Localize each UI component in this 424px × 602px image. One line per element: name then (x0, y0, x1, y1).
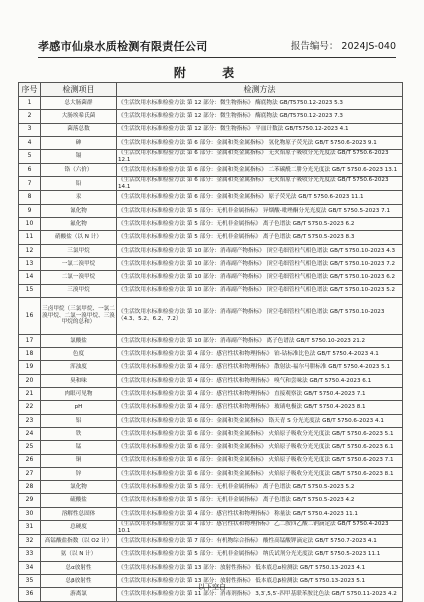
row-item: 铅 (41, 177, 117, 191)
row-method: 《生活饮用水标准检验方法 第 4 部分：感官性状和物理指标》 玻璃电极法 GB/T 5750.4-2023 8.1 (117, 401, 403, 414)
row-number: 29 (19, 494, 41, 507)
table-row (19, 271, 403, 284)
row-method: 《生活饮用水标准检验方法 第 6 部分：金属和类金属指标》 无火焰原子吸收分光光度法 GB/T 5750.6-2023 14.1 (117, 177, 403, 191)
table-row (19, 136, 403, 149)
table-row (19, 150, 403, 164)
row-method: 《生活饮用水标准检验方法 第 7 部分：有机物综合指标》 酸性高锰酸钾滴定法 GB/T 5750.7-2023 4.1 (117, 535, 403, 548)
table-row (19, 231, 403, 244)
row-item: 铜 (41, 454, 117, 467)
table-row (19, 441, 403, 454)
row-number: 9 (19, 204, 41, 217)
row-number: 13 (19, 257, 41, 270)
row-item: 氟化物 (41, 218, 117, 231)
row-method: 《生活饮用水标准检验方法 第 6 部分：金属和类金属指标》 铬天青 S 分光光度法 GB/T 5750.6-2023 4.1 (117, 414, 403, 427)
row-number: 24 (19, 427, 41, 440)
table-row (19, 548, 403, 561)
row-number: 21 (19, 388, 41, 401)
row-method: 《生活饮用水标准检验方法 第 4 部分：感官性状和物理指标》 直接观察法 GB/T 5750.4-2023 7.1 (117, 388, 403, 401)
row-number: 6 (19, 164, 41, 177)
row-method: 《生活饮用水标准检验方法 第 6 部分：金属和类金属指标》 火焰原子吸收分光光度法 GB/T 5750.6-2023 8.1 (117, 467, 403, 480)
row-method: 《生活饮用水标准检验方法 第 5 部分：无机非金属指标》 离子色谱法 GB/T 5750.5-2023 5.2 (117, 481, 403, 494)
row-number: 16 (19, 297, 41, 334)
row-item: 浑浊度 (41, 361, 117, 374)
row-item: 菌落总数 (41, 123, 117, 136)
appendix-title: 附 表 (173, 66, 251, 80)
table-row (19, 467, 403, 480)
row-item: 二氯一溴甲烷 (41, 271, 117, 284)
row-item: 三氯甲烷 (41, 244, 117, 257)
table-row (19, 535, 403, 548)
row-item: 三溴甲烷 (41, 284, 117, 297)
table-row (19, 191, 403, 204)
table-row (19, 521, 403, 535)
row-number: 4 (19, 136, 41, 149)
table-header-row (19, 83, 403, 97)
row-item: 铬（六价） (41, 164, 117, 177)
report-number: 报告编号： 2024JS-040 (290, 41, 396, 52)
row-number: 17 (19, 334, 41, 347)
row-item: 汞 (41, 191, 117, 204)
row-item: 氰化物 (41, 204, 117, 217)
row-method: 《生活饮用水标准检验方法 第 13 部分：放射性指标》 低本底总α检测法 GB/T 5750.13-2023 4.1 (117, 561, 403, 574)
row-item: 大肠埃希氏菌 (41, 110, 117, 123)
row-item: 硫酸盐 (41, 494, 117, 507)
row-method: 《生活饮用水标准检验方法 第 12 部分：微生物指标》 酶底物法 GB/T5750.12-2023 5.3 (117, 97, 403, 110)
table-row (19, 374, 403, 387)
row-item: 铁 (41, 427, 117, 440)
row-item: 锰 (41, 441, 117, 454)
row-number: 32 (19, 535, 41, 548)
row-item: 一氯二溴甲烷 (41, 257, 117, 270)
col-header-no: 序号 (19, 83, 41, 97)
table-row (19, 361, 403, 374)
row-number: 14 (19, 271, 41, 284)
table-row (19, 481, 403, 494)
row-number: 25 (19, 441, 41, 454)
row-method: 《生活饮用水标准检验方法 第 4 部分：感官性状和物理指标》 铂-钴标准比色法 GB/T 5750.4-2023 4.1 (117, 348, 403, 361)
row-item: 硝酸盐（以 N 计） (41, 231, 117, 244)
row-item: 三卤甲烷（三氯甲烷、一氯二溴甲烷、二氯一溴甲烷、三溴甲烷的总和） (41, 297, 117, 334)
row-item: 氯化物 (41, 481, 117, 494)
row-item: 氯酸盐 (41, 334, 117, 347)
row-item: 溶解性总固体 (41, 507, 117, 520)
row-method: 《生活饮用水标准检验方法 第 6 部分：金属和类金属指标》 二苯碳酰二肼分光光度法 GB/T 5750.6-2023 13.1 (117, 164, 403, 177)
row-number: 18 (19, 348, 41, 361)
table-row (19, 414, 403, 427)
row-method: 《生活饮用水标准检验方法 第 5 部分：无机非金属指标》 纳氏试剂分光光度法 GB/T 5750.5-2023 11.1 (117, 548, 403, 561)
row-number: 20 (19, 374, 41, 387)
row-item: 高锰酸盐指数（以 O2 计） (41, 535, 117, 548)
row-number: 2 (19, 110, 41, 123)
table-row (19, 204, 403, 217)
company-name: 孝感市仙泉水质检测有限责任公司 (38, 40, 208, 53)
row-method: 《生活饮用水标准检验方法 第 10 部分：消毒副产物指标》 离子色谱法 GB/T 5750.10-2023 21.2 (117, 334, 403, 347)
row-item: 肉眼可见物 (41, 388, 117, 401)
row-method: 《生活饮用水标准检验方法 第 4 部分：感官性状和物理指标》 嗅气和尝味法 GB/T 5750.4-2023 6.1 (117, 374, 403, 387)
row-method: 《生活饮用水标准检验方法 第 12 部分：微生物指标》 酶底物法 GB/T5750.12-2023 7.3 (117, 110, 403, 123)
row-method: 《生活饮用水标准检验方法 第 11 部分：消毒剂指标》 3,3′,5,5′-四甲基联苯胺比色法 GB/T 5750.11-2023 4.2 (117, 588, 403, 601)
row-item: 镉 (41, 150, 117, 164)
table-row (19, 348, 403, 361)
row-item: 铝 (41, 414, 117, 427)
row-method: 《生活饮用水标准检验方法 第 4 部分：感官性状和物理指标》 散射法-福尔马肼标准 GB/T 5750.4-2023 5.1 (117, 361, 403, 374)
row-number: 10 (19, 218, 41, 231)
row-method: 《生活饮用水标准检验方法 第 13 部分：放射性指标》 低本底总β检测法 GB/T 5750.13-2023 5.1 (117, 574, 403, 587)
row-number: 34 (19, 561, 41, 574)
row-method: 《生活饮用水标准检验方法 第 10 部分：消毒副产物指标》 顶空毛细管柱气相色谱法 GB/T 5750.10-2023 7.2 (117, 257, 403, 270)
methods-table (18, 82, 403, 602)
col-header-method: 检测方法 (117, 83, 403, 97)
table-row (19, 164, 403, 177)
row-number: 26 (19, 454, 41, 467)
row-item: 总β放射性 (41, 574, 117, 587)
row-number: 5 (19, 150, 41, 164)
row-number: 3 (19, 123, 41, 136)
row-number: 8 (19, 191, 41, 204)
row-number: 15 (19, 284, 41, 297)
table-row (19, 297, 403, 334)
row-number: 30 (19, 507, 41, 520)
table-row (19, 494, 403, 507)
table-row (19, 110, 403, 123)
row-number: 19 (19, 361, 41, 374)
row-number: 36 (19, 588, 41, 601)
row-item: pH (41, 401, 117, 414)
row-method: 《生活饮用水标准检验方法 第 6 部分：金属和类金属指标》 火焰原子吸收分光光度法 GB/T 5750.6-2023 5.1 (117, 427, 403, 440)
row-method: 《生活饮用水标准检验方法 第 10 部分：消毒副产物指标》 顶空毛细管柱气相色谱法 GB/T 5750.10-2023 5.2 (117, 284, 403, 297)
table-row (19, 334, 403, 347)
row-method: 《生活饮用水标准检验方法 第 6 部分：金属和类金属指标》 火焰原子吸收分光光度法 GB/T 5750.6-2023 6.1 (117, 441, 403, 454)
row-method: 《生活饮用水标准检验方法 第 5 部分：无机非金属指标》 离子色谱法 GB/T 5750.5-2023 4.2 (117, 494, 403, 507)
row-item: 臭和味 (41, 374, 117, 387)
table-row (19, 507, 403, 520)
row-item: 总硬度 (41, 521, 117, 535)
row-method: 《生活饮用水标准检验方法 第 6 部分：金属和类金属指标》 火焰原子吸收分光光度法 GB/T 5750.6-2023 7.1 (117, 454, 403, 467)
row-method: 《生活饮用水标准检验方法 第 12 部分：微生物指标》 平皿计数法 GB/T5750.12-2023 4.1 (117, 123, 403, 136)
row-number: 7 (19, 177, 41, 191)
table-row (19, 454, 403, 467)
row-method: 《生活饮用水标准检验方法 第 6 部分：金属和类金属指标》 无火焰原子吸收分光光度法 GB/T 5750.6-2023 12.1 (117, 150, 403, 164)
row-number: 33 (19, 548, 41, 561)
row-number: 31 (19, 521, 41, 535)
col-header-item: 检测项目 (41, 83, 117, 97)
table-row (19, 427, 403, 440)
row-item: 游离氯 (41, 588, 117, 601)
table-row (19, 284, 403, 297)
row-method: 《生活饮用水标准检验方法 第 6 部分：金属和类金属指标》 原子荧光法 GB/T 5750.6-2023 11.1 (117, 191, 403, 204)
row-item: 锌 (41, 467, 117, 480)
table-row (19, 561, 403, 574)
table-row (19, 244, 403, 257)
row-method: 《生活饮用水标准检验方法 第 10 部分：消毒副产物指标》 顶空毛细管柱气相色谱法 GB/T 5750.10-2023 4.3 (117, 244, 403, 257)
row-number: 23 (19, 414, 41, 427)
row-item: 总α放射性 (41, 561, 117, 574)
table-row (19, 177, 403, 191)
table-row (19, 257, 403, 270)
document-header (38, 38, 396, 54)
row-item: 氨（以 N 计） (41, 548, 117, 561)
header-rule (38, 57, 396, 58)
row-number: 35 (19, 574, 41, 587)
row-item: 砷 (41, 136, 117, 149)
row-method: 《生活饮用水标准检验方法 第 10 部分：消毒副产物指标》 顶空毛细管柱气相色谱法 GB/T 5750.10-2023（4.3、5.2、6.2、7.2） (117, 297, 403, 334)
row-method: 《生活饮用水标准检验方法 第 5 部分：无机非金属指标》 离子色谱法 GB/T 5750.5-2023 6.2 (117, 218, 403, 231)
table-row (19, 123, 403, 136)
table-row (19, 401, 403, 414)
row-method: 《生活饮用水标准检验方法 第 4 部分：感官性状和物理指标》 称量法 GB/T 5750.4-2023 11.1 (117, 507, 403, 520)
row-item: 色度 (41, 348, 117, 361)
row-method: 《生活饮用水标准检验方法 第 10 部分：消毒副产物指标》 顶空毛细管柱气相色谱法 GB/T 5750.10-2023 6.2 (117, 271, 403, 284)
row-method: 《生活饮用水标准检验方法 第 6 部分：金属和类金属指标》 氢化物原子荧光法 GB/T 5750.6-2023 9.1 (117, 136, 403, 149)
table-row (19, 218, 403, 231)
table-row (19, 388, 403, 401)
row-number: 22 (19, 401, 41, 414)
end-of-table-note: 以下空白 (198, 583, 226, 591)
row-item: 总大肠菌群 (41, 97, 117, 110)
row-number: 28 (19, 481, 41, 494)
row-number: 1 (19, 97, 41, 110)
row-number: 12 (19, 244, 41, 257)
row-number: 11 (19, 231, 41, 244)
row-method: 《生活饮用水标准检验方法 第 4 部分：感官性状和物理指标》 乙二胺四乙酸二钠滴定法 GB/T 5750.4-2023 10.1 (117, 521, 403, 535)
row-method: 《生活饮用水标准检验方法 第 5 部分：无机非金属指标》 异烟酸-吡唑酮分光光度法 GB/T 5750.5-2023 7.1 (117, 204, 403, 217)
row-number: 27 (19, 467, 41, 480)
table-row (19, 97, 403, 110)
row-method: 《生活饮用水标准检验方法 第 5 部分：无机非金属指标》 离子色谱法 GB/T 5750.5-2023 8.3 (117, 231, 403, 244)
